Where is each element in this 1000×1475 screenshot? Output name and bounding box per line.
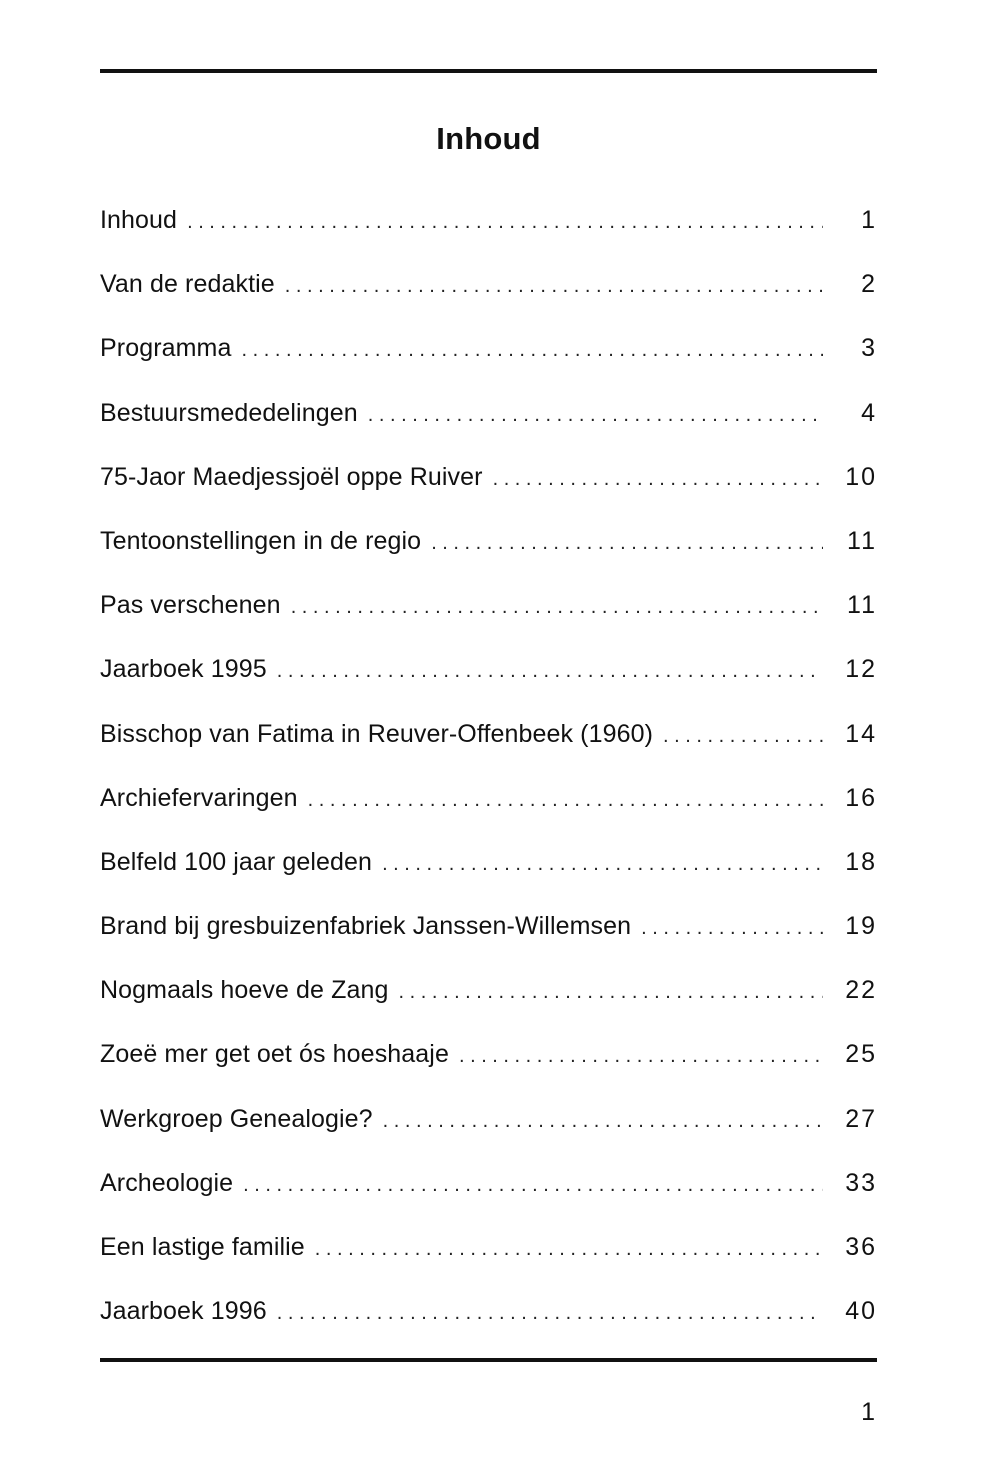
toc-entry xyxy=(100,1227,877,1291)
toc-entry-title: Inhoud xyxy=(100,206,178,234)
toc-entry-page: 2 xyxy=(861,270,877,299)
toc-dot-leader xyxy=(187,202,823,242)
page-number: 1 xyxy=(861,1398,875,1426)
toc-dot-leader xyxy=(368,395,823,435)
toc-entry xyxy=(100,649,877,713)
toc-entry-title: Bisschop van Fatima in Reuver-Offenbeek (1960) xyxy=(100,719,654,748)
toc-entry-title: Jaarboek 1995 xyxy=(100,655,267,684)
toc-entry-page: 12 xyxy=(845,655,877,684)
toc-dot-leader xyxy=(399,972,824,1012)
toc-entry-page: 18 xyxy=(845,847,877,876)
toc-dot-leader xyxy=(315,1229,823,1269)
toc-entry-title: Jaarboek 1996 xyxy=(100,1297,267,1326)
toc-dot-leader xyxy=(459,1036,823,1076)
toc-entry xyxy=(100,200,877,264)
toc-entry xyxy=(100,1034,877,1098)
toc-entry xyxy=(100,264,877,328)
toc-entry-title: Programma xyxy=(100,334,232,363)
toc-entry-title: Belfeld 100 jaar geleden xyxy=(100,847,373,876)
top-rule xyxy=(100,69,877,73)
toc-entry xyxy=(100,393,877,457)
toc-entry xyxy=(100,906,877,970)
toc-entry xyxy=(100,842,877,906)
toc-dot-leader xyxy=(308,780,823,820)
bottom-rule xyxy=(100,1358,877,1362)
toc-entry-title: Van de redaktie xyxy=(100,270,275,299)
toc-entry xyxy=(100,1163,877,1227)
toc-entry-page: 27 xyxy=(845,1104,877,1133)
toc-entry-page: 22 xyxy=(845,976,877,1005)
toc-entry xyxy=(100,457,877,521)
page-title: Inhoud xyxy=(436,120,541,156)
toc-entry-title: Brand bij gresbuizenfabriek Janssen-Willemsen xyxy=(100,912,632,941)
toc-entry-title: Tentoonstellingen in de regio xyxy=(100,526,422,555)
toc-entry-page: 1 xyxy=(861,206,877,234)
toc-entry xyxy=(100,585,877,649)
toc-entry-page: 16 xyxy=(845,783,877,812)
toc-entry xyxy=(100,1099,877,1163)
toc-dot-leader xyxy=(291,587,823,627)
toc-dot-leader xyxy=(277,651,823,691)
toc-entry xyxy=(100,714,877,778)
toc-dot-leader xyxy=(431,523,823,563)
toc-entry-title: 75-Jaor Maedjessjoël oppe Ruiver xyxy=(100,462,483,491)
toc-entry-page: 11 xyxy=(847,591,877,620)
toc-entry-page: 25 xyxy=(845,1040,877,1069)
toc-entry-page: 40 xyxy=(845,1297,877,1326)
toc-entry-title: Nogmaals hoeve de Zang xyxy=(100,976,389,1005)
toc-entry-title: Een lastige familie xyxy=(100,1233,305,1261)
toc-entry-page: 10 xyxy=(845,462,877,491)
toc-dot-leader xyxy=(383,1101,823,1141)
toc-entry-page: 14 xyxy=(845,719,877,748)
toc-dot-leader xyxy=(641,908,823,948)
toc-entry-page: 19 xyxy=(845,912,877,941)
toc-entry xyxy=(100,1291,877,1355)
toc-dot-leader xyxy=(382,844,823,884)
table-of-contents xyxy=(100,200,877,1355)
toc-dot-leader xyxy=(242,330,824,370)
toc-dot-leader xyxy=(285,266,823,306)
toc-entry-page: 33 xyxy=(845,1168,877,1197)
toc-dot-leader xyxy=(493,459,823,499)
toc-entry xyxy=(100,970,877,1034)
toc-dot-leader xyxy=(243,1165,823,1205)
toc-dot-leader xyxy=(663,716,823,756)
toc-dot-leader xyxy=(277,1293,823,1333)
toc-entry-title: Archeologie xyxy=(100,1168,234,1197)
toc-entry-page: 3 xyxy=(861,334,877,363)
toc-entry-title: Zoeë mer get oet ós hoeshaaje xyxy=(100,1040,449,1069)
toc-entry xyxy=(100,328,877,392)
toc-entry-title: Bestuursmededelingen xyxy=(100,398,358,427)
toc-entry-page: 11 xyxy=(847,526,877,555)
toc-entry-title: Werkgroep Genealogie? xyxy=(100,1104,373,1133)
toc-entry xyxy=(100,778,877,842)
toc-entry-page: 36 xyxy=(845,1233,877,1261)
toc-entry-title: Pas verschenen xyxy=(100,591,281,620)
toc-entry-page: 4 xyxy=(861,398,877,427)
toc-entry xyxy=(100,521,877,585)
toc-entry-title: Archiefervaringen xyxy=(100,783,298,812)
